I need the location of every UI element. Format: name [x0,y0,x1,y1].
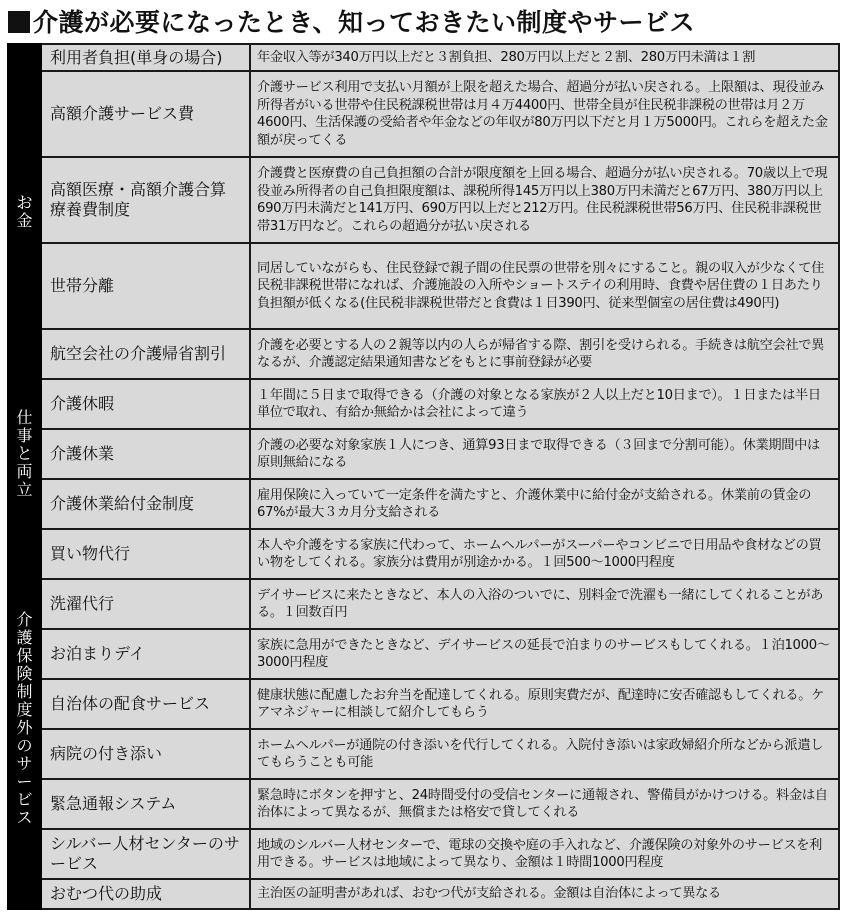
page-title [8,6,695,40]
row-name: 世帯分離 [41,243,250,329]
title-text: 介護が必要になったとき、知っておきたい制度やサービス [33,8,696,37]
row-desc: 介護費と医療費の自己負担額の合計が限度額を上回る場合、超過分が払い戻される。70歳以上で現役並み所得者の自己負担限度額は、課税所得145万円以上380万円未満だと67万円、380万円以上690万円未満だと141万円、690万円以上だと212万円。住民税課税世帯56万円、住民税非課税世帯31万円など。これらの超過分が払い戻される [250,157,839,243]
row-desc: 介護を必要とする人の２親等以内の人らが帰省する際、割引を受けられる。手続きは航空会社で異なるが、介護認定結果通知書などをもとに事前登録が必要 [250,329,839,379]
row-name: 介護休暇 [41,379,250,429]
table-row [8,479,839,529]
row-name: 自治体の配食サービス [41,679,250,729]
row-desc: １年間に５日まで取得できる（介護の対象となる家族が２人以上だと10日まで）。１日または半日単位で取れ、有給か無給かは会社によって違う [250,379,839,429]
row-desc: 本人や介護をする家族に代わって、ホームヘルパーがスーパーやコンビニで日用品や食材などの買い物をしてくれる。家族分は費用が別途かかる。１回500〜1000円程度 [250,529,839,579]
row-name: 買い物代行 [41,529,250,579]
square-bullet-icon [8,11,30,33]
table-row [8,679,839,729]
table-row [8,879,839,909]
table-row [8,71,839,157]
row-desc: デイサービスに来たときなど、本人の入浴のついでに、別料金で洗濯も一緒にしてくれることがある。１回数百円 [250,579,839,629]
table-row [8,529,839,579]
row-desc: 緊急時にボタンを押すと、24時間受付の受信センターに通報され、警備員がかけつける。料金は自治体によって異なるが、無償または格安で貸してくれる [250,779,839,829]
row-name: 介護休業給付金制度 [41,479,250,529]
row-desc: 同居していながらも、住民登録で親子間の住民票の世帯を別々にすること。親の収入が少なくて住民税非課税世帯になれば、介護施設の入所やショートステイの利用時、食費や居住費の１日あたり負担額が低くなる(住民税非課税世帯だと食費は１日390円、従来型個室の居住費は490円) [250,243,839,329]
row-desc: 家族に急用ができたときなど、デイサービスの延長で泊まりのサービスもしてくれる。１泊1000〜3000円程度 [250,629,839,679]
row-desc: 主治医の証明書があれば、おむつ代が支給される。金額は自治体によって異なる [250,879,839,909]
row-name: シルバー人材センターのサービス [41,829,250,879]
row-name: おむつ代の助成 [41,879,250,909]
row-desc: 介護の必要な対象家族１人につき、通算93日まで取得できる（３回まで分割可能）。休業期間中は原則無給になる [250,429,839,479]
row-name: 介護休業 [41,429,250,479]
row-name: 航空会社の介護帰省割引 [41,329,250,379]
row-name: 洗濯代行 [41,579,250,629]
table-row [8,243,839,329]
row-name: 緊急通報システム [41,779,250,829]
row-desc: ホームヘルパーが通院の付き添いを代行してくれる。入院付き添いは家政婦紹介所などから派遣してもらうことも可能 [250,729,839,779]
table-row [8,329,839,379]
row-desc: 年金収入等が340万円以上だと３割負担、280万円以上だと２割、280万円未満は１割 [250,44,839,71]
row-desc: 雇用保険に入っていて一定条件を満たすと、介護休業中に給付金が支給される。休業前の賃金の67%が最大３カ月分支給される [250,479,839,529]
category-money: お金 [8,44,41,379]
table-row [8,779,839,829]
row-name: 高額介護サービス費 [41,71,250,157]
row-desc: 地域のシルバー人材センターで、電球の交換や庭の手入れなど、介護保険の対象外のサービスを利用できる。サービスは地域によって異なり、金額は１時間1000円程度 [250,829,839,879]
row-name: 病院の付き添い [41,729,250,779]
table-row [8,379,839,429]
services-table [7,43,840,910]
table-row [8,629,839,679]
table-row [8,729,839,779]
row-desc: 介護サービス利用で支払い月額が上限を超えた場合、超過分が払い戻される。上限額は、現役並み所得者がいる世帯や住民税課税世帯は月４万4400円、世帯全員が住民税非課税の世帯は月２万4600円、生活保護の受給者や年金などの年収が80万円以下だと月１万5000円。これらを超えた金額が戻ってくる [250,71,839,157]
category-non-insurance: 介護保険制度外のサービス [8,529,41,909]
row-desc: 健康状態に配慮したお弁当を配達してくれる。原則実費だが、配達時に安否確認もしてくれる。ケアマネジャーに相談して紹介してもらう [250,679,839,729]
table-row [8,829,839,879]
row-name: お泊まりデイ [41,629,250,679]
category-work: 仕事と両立 [8,379,41,529]
table-row [8,579,839,629]
table-row [8,44,839,71]
row-name: 利用者負担(単身の場合) [41,44,250,71]
table-row [8,157,839,243]
row-name: 高額医療・高額介護合算療養費制度 [41,157,250,243]
table-row [8,429,839,479]
